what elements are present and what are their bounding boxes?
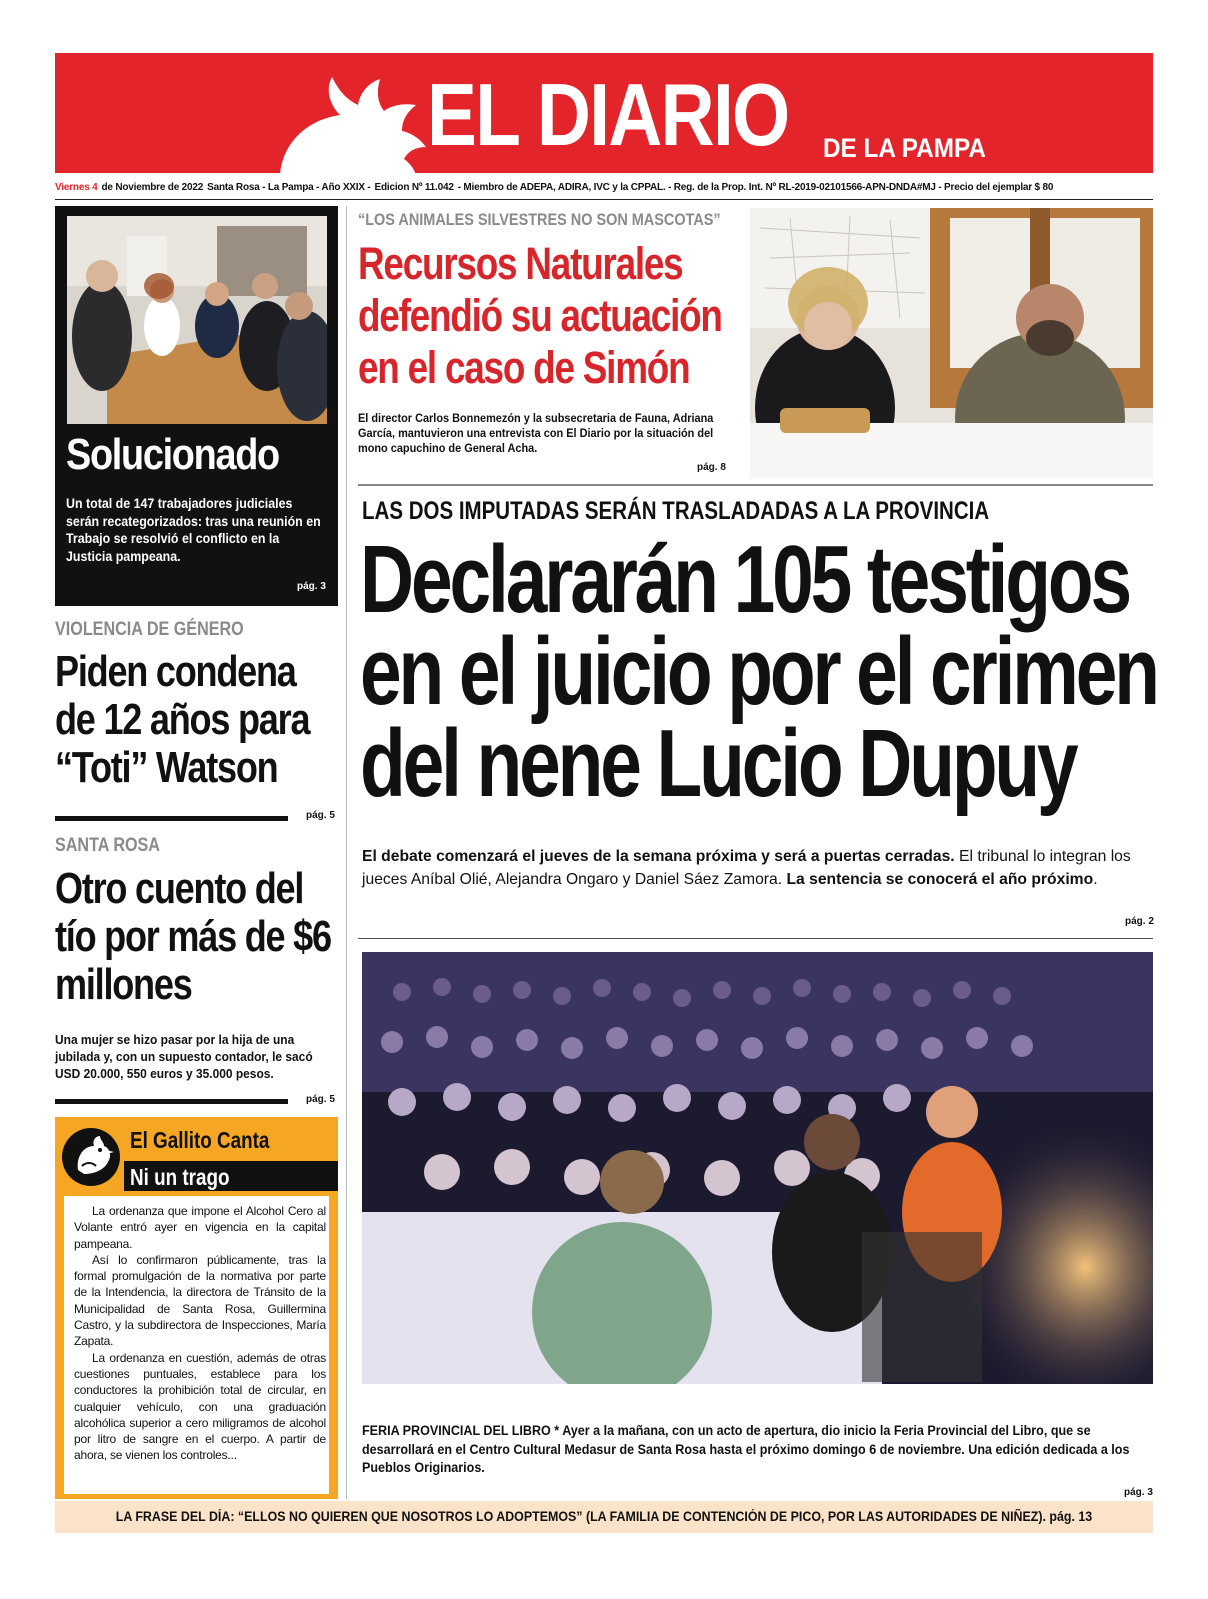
dateline-member: - Miembro de ADEPA, ADIRA, IVC y la CPPAL. - Reg. de la Prop. Int. Nº RL-2019-02101566-APN-DNDA#MJ - Precio del ejemplar $ 80 (457, 182, 1054, 193)
column-divider (346, 206, 347, 1499)
toti-page: pág. 5 (306, 810, 335, 821)
toti-headline[interactable]: Piden condena de 12 años para “Toti” Watson (55, 647, 310, 792)
frase-del-dia[interactable]: LA FRASE DEL DÍA: “ELLOS NO QUIEREN QUE NOSOTROS LO ADOPTEMOS” (LA FAMILIA DE CONTENCIÓN DE PICO, POR LAS AUTORIDADES DE NIÑEZ). pág. 13 (115, 1509, 1093, 1524)
cuento-page: pág. 5 (306, 1094, 335, 1105)
sun-rooster-logo (270, 75, 430, 173)
main-bottom-rule (358, 938, 1153, 939)
cuento-headline[interactable]: Otro cuento del tío por más de $6 millones (55, 864, 331, 1009)
paper-subtitle: DE LA PAMPA (823, 133, 986, 163)
solucionado-summary: Un total de 147 trabajadores judiciales serán recategorizados: tras una reunión en Trabajo se resolvió el conflicto en la Justicia pampeana. (66, 496, 321, 564)
recursos-summary-post: por la situación del mono capuchino de General Acha. (358, 428, 714, 455)
main-summary-plain: El tribunal lo integran los jueces Aníbal Olié, Alejandra Ongaro y Daniel Sáez Zamora. (362, 848, 1131, 888)
feria-caption-text: Ayer a la mañana, con un acto de apertura, dio inicio la Feria Provincial del Libro, que se desarrollará en el Centro Cultural Medasur de Santa Rosa hasta el próximo domingo 6 de noviembre. Una edición dedicada a los Pueblos Originarios. (362, 1423, 1130, 1475)
main-summary (362, 845, 1146, 891)
cuento-rule (55, 1099, 288, 1104)
gallito-title: El Gallito Canta (130, 1127, 270, 1153)
photo-recursos-interview[interactable] (750, 208, 1153, 478)
solucionado-page: pág. 3 (297, 581, 326, 592)
feria-page: pág. 3 (1124, 1487, 1153, 1498)
feria-caption-label: FERIA PROVINCIAL DEL LIBRO * (362, 1423, 560, 1438)
dateline-date: de Noviembre de 2022 (101, 182, 204, 193)
recursos-summary (358, 412, 719, 457)
dateline-place: Santa Rosa - La Pampa - Año XXIX - (207, 182, 371, 193)
toti-rule (55, 816, 288, 821)
recursos-kicker: “LOS ANIMALES SILVESTRES NO SON MASCOTAS” (358, 210, 721, 229)
gallito-paragraph: La ordenanza que impone el Alcohol Cero al Volante entró ayer en vigencia en la capital pampeana. (74, 1204, 326, 1251)
main-kicker: LAS DOS IMPUTADAS SERÁN TRASLADADAS A LA PROVINCIA (362, 497, 990, 525)
main-summary-end: . (1093, 871, 1098, 888)
toti-kicker: VIOLENCIA DE GÉNERO (55, 619, 244, 640)
cuento-kicker: SANTA ROSA (55, 835, 160, 856)
recursos-page: pág. 8 (697, 462, 726, 473)
gallito-paragraph: Así lo confirmaron públicamente, tras la formal promulgación de la normativa por parte de la Intendencia, la directora de Tránsito de la Municipalidad de Santa Rosa, Guillermina Castro, y la subdirectora de Inspecciones, María Zapata. (74, 1252, 326, 1349)
photo-judicial-meeting[interactable] (67, 216, 327, 424)
feria-caption (362, 1422, 1153, 1478)
recursos-headline[interactable]: Recursos Naturales defendió su actuación en el caso de Simón (358, 238, 722, 393)
photo-feria-libro[interactable] (362, 952, 1153, 1384)
masthead (55, 53, 1153, 173)
paper-name: EL DIARIO (427, 65, 789, 164)
recursos-summary-pre: El director Carlos Bonnemezón y la subsecretaria de Fauna, Adriana García, mantuvieron una entrevista con (358, 413, 714, 440)
recursos-summary-brand: El Diario (566, 428, 611, 440)
main-page: pág. 2 (1125, 916, 1154, 927)
rooster-icon (60, 1126, 122, 1188)
main-summary-bold2: La sentencia se conocerá el año próximo (786, 871, 1094, 888)
main-top-rule (358, 484, 1153, 486)
dateline-edition: Edicion Nº 11.042 (374, 182, 454, 193)
cuento-summary: Una mujer se hizo pasar por la hija de una jubilada y, con un supuesto contador, le sacó USD 20.000, 550 euros y 35.000 pesos. (55, 1032, 313, 1081)
gallito-text (74, 1203, 326, 1464)
gallito-paragraph: La ordenanza en cuestión, además de otras cuestiones puntuales, establece para los conductores la prohibición total de circular, en cualquier vehículo, con una graduación alcohólica superior a cero miligramos de alcohol por litro de sangre en el cuerpo. A partir de ahora, se vienen los controles... (74, 1350, 326, 1463)
solucionado-headline[interactable]: Solucionado (66, 430, 279, 479)
main-summary-bold1: El debate comenzará el jueves de la semana próxima y será a puertas cerradas. (362, 848, 955, 865)
gallito-subtitle[interactable]: Ni un trago (130, 1164, 230, 1190)
dateline-day: Viernes 4 (55, 182, 98, 193)
dateline (55, 178, 1153, 200)
main-headline[interactable]: Declararán 105 testigos en el juicio por el crimen del nene Lucio Dupuy (360, 526, 1157, 817)
